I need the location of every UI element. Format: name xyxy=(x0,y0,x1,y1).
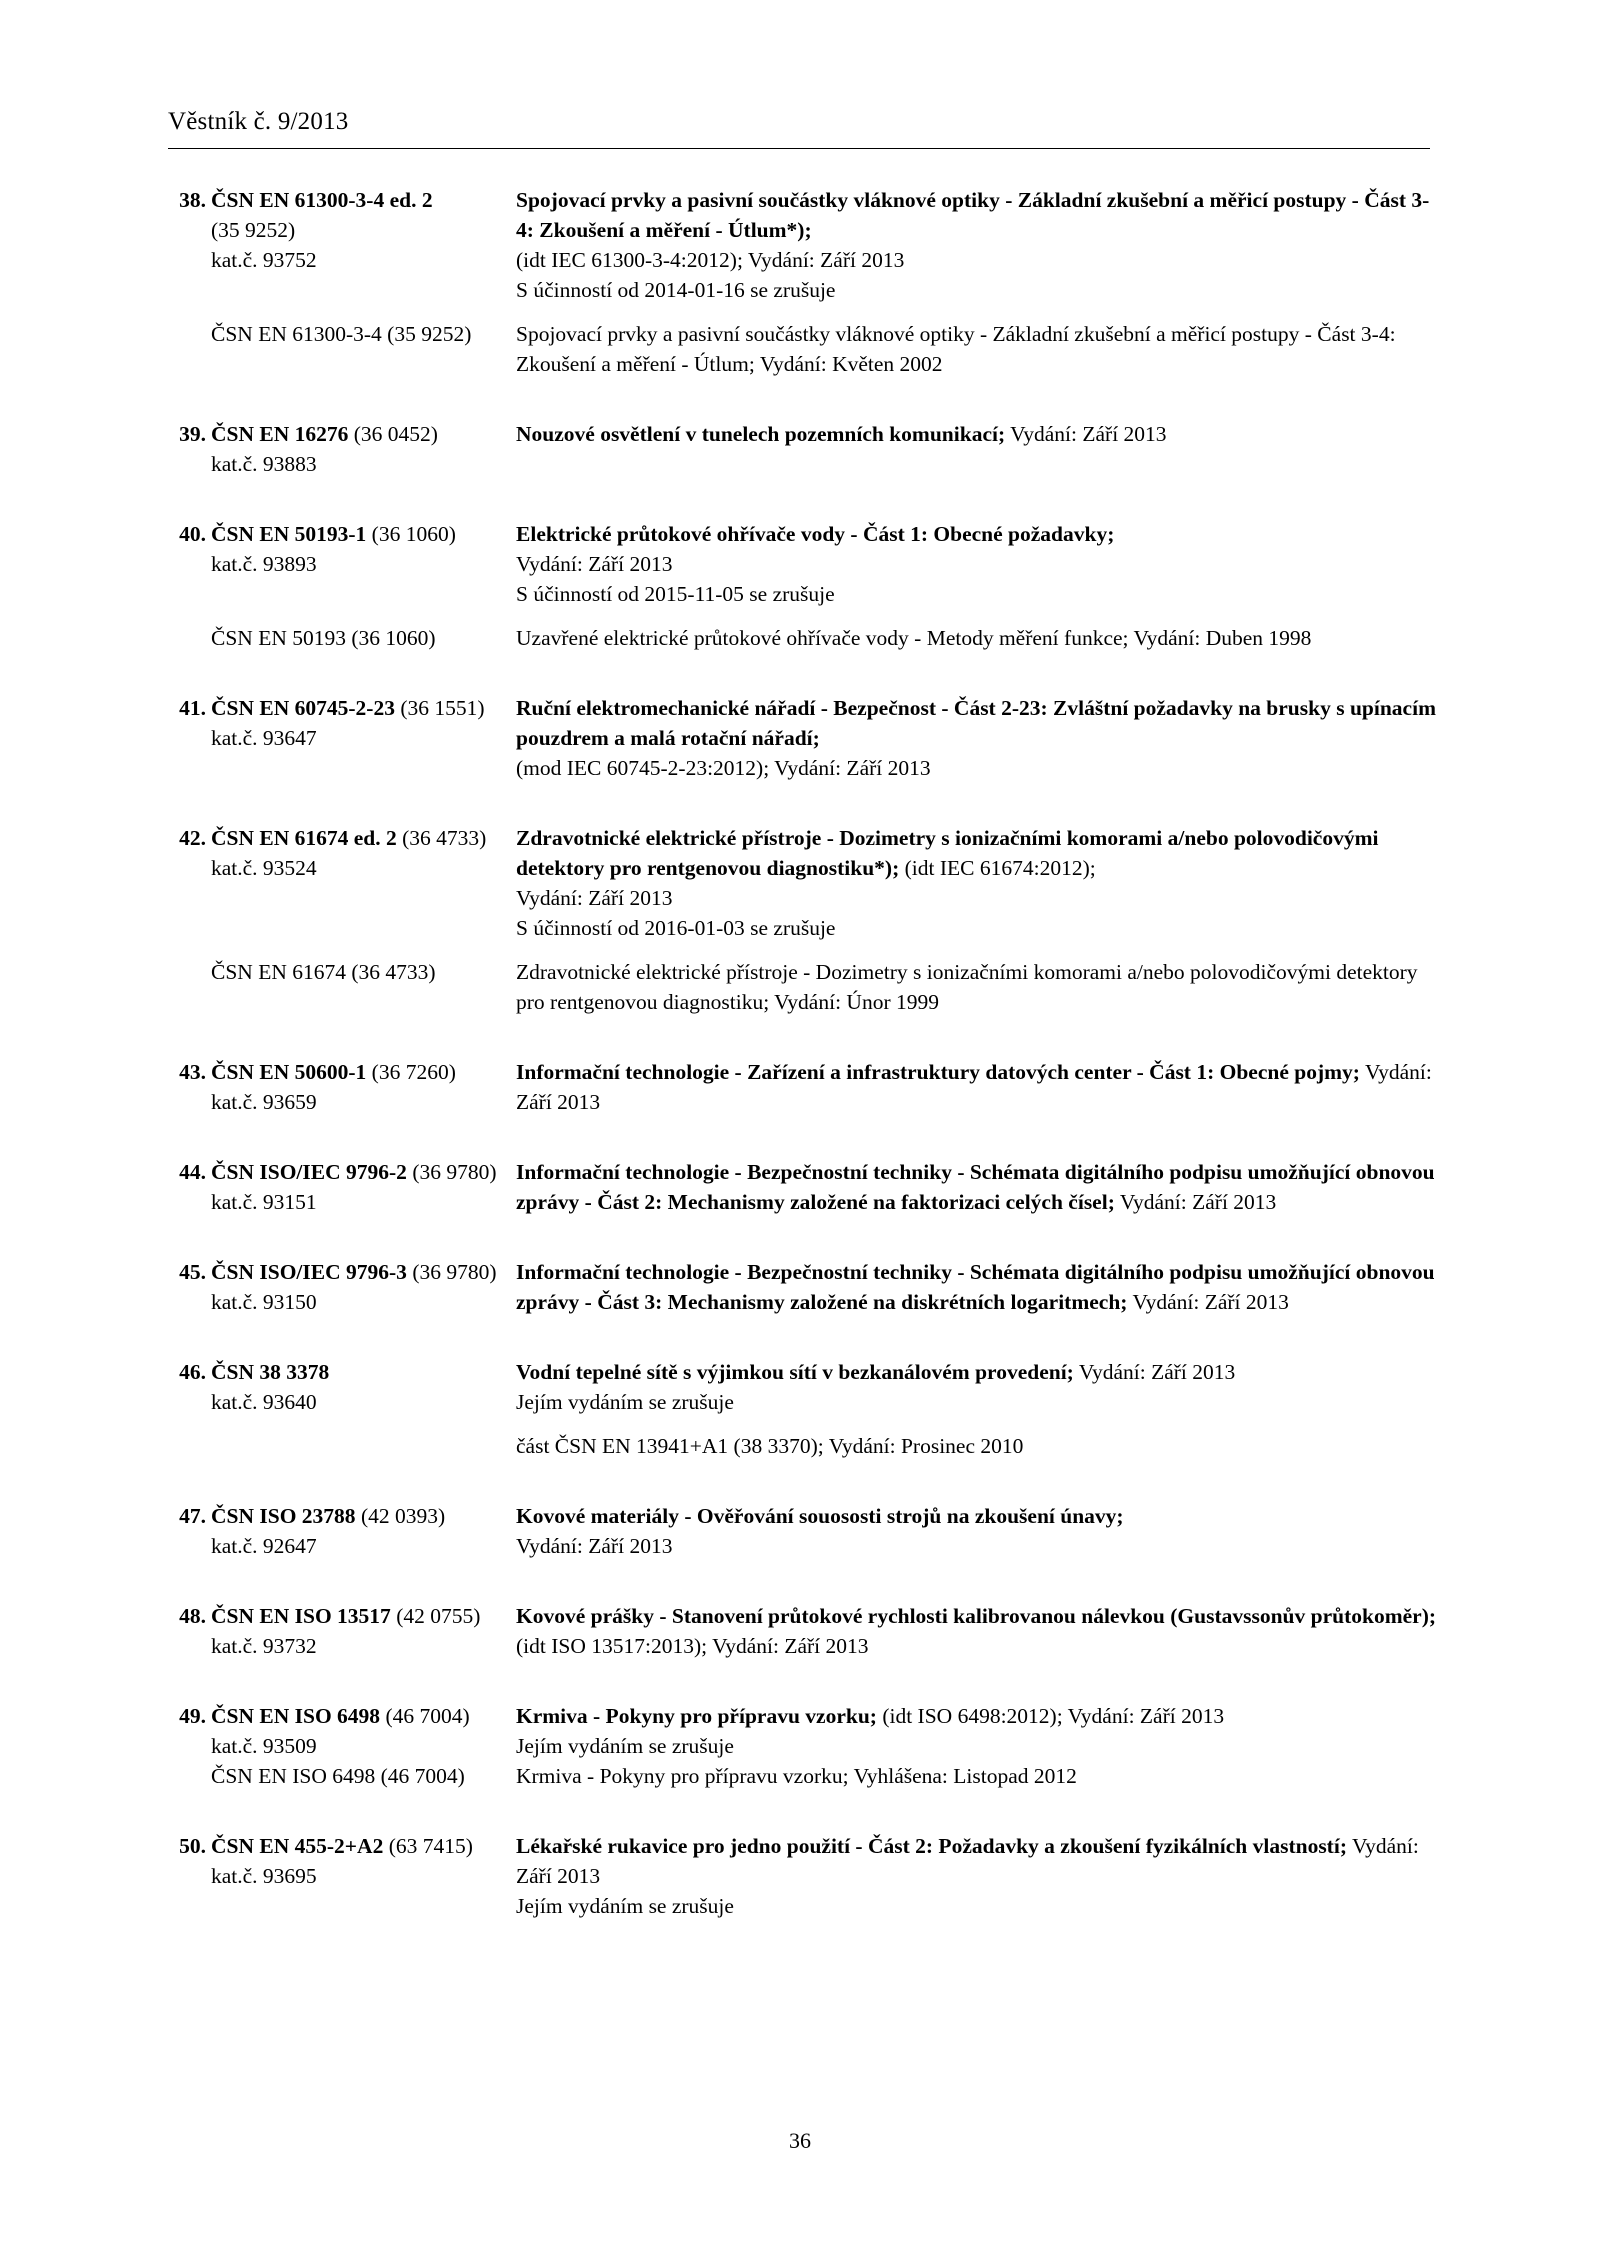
entry-title-tail: (idt IEC 61674:2012); xyxy=(899,856,1096,880)
spacer xyxy=(168,1661,1438,1701)
entry-number: 46. xyxy=(179,1360,206,1384)
spacer xyxy=(168,1117,1438,1157)
entry-number: 41. xyxy=(179,696,206,720)
entry-text-column xyxy=(516,1157,1438,1217)
entry-detail-line: Jejím vydáním se zrušuje xyxy=(516,1894,734,1918)
entry-text-column xyxy=(516,1701,1438,1761)
entry-title-tail: (idt ISO 6498:2012); Vydání: Září 2013 xyxy=(876,1704,1225,1728)
entry-class-code: (36 9780) xyxy=(412,1160,497,1184)
entry-designation: ČSN EN 50600-1 xyxy=(211,1060,367,1084)
entry-catalog-number: kat.č. 93524 xyxy=(211,856,317,880)
bulletin-title: Věstník č. 9/2013 xyxy=(168,108,349,135)
sub-text: Zdravotnické elektrické přístroje - Dozimetry s ionizačními komorami a/nebo polovodičovými detektory pro rentgenovou diagnostiku; Vydání: Únor 1999 xyxy=(516,960,1418,1014)
entry-text-column xyxy=(516,185,1438,305)
sub-text: Uzavřené elektrické průtokové ohřívače vody - Metody měření funkce; Vydání: Duben 1998 xyxy=(516,626,1312,650)
entry-text-column xyxy=(516,1357,1438,1417)
entry-title: Ruční elektromechanické nářadí - Bezpečnost - Část 2-23: Zvláštní požadavky na brusky s upínacím pouzdrem a malá rotační nářadí; xyxy=(516,696,1436,750)
entry-designation-line xyxy=(168,1257,510,1287)
entry-designation-line xyxy=(168,1501,510,1531)
entry-detail-line: S účinností od 2015-11-05 se zrušuje xyxy=(516,582,835,606)
entry-detail-line: (mod IEC 60745-2-23:2012); Vydání: Září 2013 xyxy=(516,756,931,780)
entry-designation-line xyxy=(168,823,510,853)
entry-class-code: (36 7260) xyxy=(371,1060,456,1084)
spacer xyxy=(168,1561,1438,1601)
entry-class-code: (36 1060) xyxy=(371,522,456,546)
entry-designation: ČSN ISO 23788 xyxy=(211,1504,356,1528)
entry-designation: ČSN EN ISO 13517 xyxy=(211,1604,391,1628)
entry-designation-column xyxy=(168,1257,516,1317)
entry-title-tail: Vydání: Září 2013 xyxy=(1127,1290,1289,1314)
entry-text-column xyxy=(516,1831,1438,1921)
entry-catalog-number: kat.č. 93509 xyxy=(211,1734,317,1758)
entry-class-code: (46 7004) xyxy=(385,1704,470,1728)
entry-detail-line: S účinností od 2014-01-16 se zrušuje xyxy=(516,278,836,302)
list-item xyxy=(168,519,1438,609)
entry-designation-line xyxy=(168,1057,510,1087)
entry-title: Krmiva - Pokyny pro přípravu vzorku; xyxy=(516,1704,877,1728)
entry-catalog-number: kat.č. 93893 xyxy=(211,552,317,576)
entry-detail-line: Vydání: Září 2013 xyxy=(516,886,673,910)
entry-number: 39. xyxy=(179,422,206,446)
sub-designation: ČSN EN 61300-3-4 (35 9252) xyxy=(211,322,472,346)
sub-designation: ČSN EN ISO 6498 (46 7004) xyxy=(211,1764,465,1788)
entry-title: Kovové materiály - Ověřování souososti strojů na zkoušení únavy; xyxy=(516,1504,1124,1528)
entry-designation: ČSN EN 16276 xyxy=(211,422,349,446)
entry-detail-line: Jejím vydáním se zrušuje xyxy=(516,1734,734,1758)
spacer xyxy=(168,609,1438,623)
entry-title-tail: Vydání: Září 2013 xyxy=(1073,1360,1236,1384)
entry-catalog-number: kat.č. 93883 xyxy=(211,452,317,476)
entry-designation: ČSN EN 61300-3-4 ed. 2 xyxy=(211,188,433,212)
entry-catalog-number: kat.č. 93752 xyxy=(211,248,317,272)
entry-class-code: (36 4733) xyxy=(402,826,487,850)
list-item xyxy=(168,419,1438,479)
entry-designation-line xyxy=(168,1601,510,1631)
spacer xyxy=(168,1017,1438,1057)
list-item xyxy=(168,1831,1438,1921)
entry-designation: ČSN EN 60745-2-23 xyxy=(211,696,395,720)
entry-title-tail: Vydání: Září 2013 xyxy=(1005,422,1167,446)
list-item-sub xyxy=(168,1761,1438,1791)
entry-number: 42. xyxy=(179,826,206,850)
entry-detail-line: Vydání: Září 2013 xyxy=(516,552,673,576)
list-item-sub xyxy=(168,1431,1438,1461)
list-item-sub xyxy=(168,623,1438,653)
sub-text: Spojovací prvky a pasivní součástky vláknové optiky - Základní zkušební a měřicí postupy - Část 3-4: Zkoušení a měření - Útlum; Vydání: Květen 2002 xyxy=(516,322,1396,376)
entry-detail-line: S účinností od 2016-01-03 se zrušuje xyxy=(516,916,836,940)
standards-list xyxy=(168,185,1438,1921)
entry-class-code: (42 0393) xyxy=(360,1504,446,1528)
entry-designation-column xyxy=(168,693,516,783)
entry-title: Vodní tepelné sítě s výjimkou sítí v bezkanálovém provedení; xyxy=(516,1360,1074,1384)
entry-catalog-number: kat.č. 93659 xyxy=(211,1090,317,1114)
entry-catalog-number: kat.č. 93151 xyxy=(211,1190,317,1214)
entry-class-code: (42 0755) xyxy=(396,1604,481,1628)
entry-number: 50. xyxy=(179,1834,206,1858)
entry-class-code: (63 7415) xyxy=(388,1834,473,1858)
entry-catalog-number: kat.č. 92647 xyxy=(211,1534,317,1558)
entry-text-column xyxy=(516,1501,1438,1561)
entry-title: Informační technologie - Zařízení a infrastruktury datových center - Část 1: Obecné pojmy; xyxy=(516,1060,1360,1084)
entry-title: Informační technologie - Bezpečnostní techniky - Schémata digitálního podpisu umožňující obnovou zprávy - Část 3: Mechanismy založené na diskrétních logaritmech; xyxy=(516,1260,1435,1314)
spacer xyxy=(168,653,1438,693)
list-item xyxy=(168,1701,1438,1761)
entry-designation: ČSN EN 61674 ed. 2 xyxy=(211,826,397,850)
spacer xyxy=(168,305,1438,319)
entry-class-code: (36 0452) xyxy=(353,422,438,446)
entry-designation-column xyxy=(168,1601,516,1661)
spacer xyxy=(168,1791,1438,1831)
entry-designation-column xyxy=(168,1701,516,1761)
sub-designation-column xyxy=(168,623,516,653)
entry-number: 48. xyxy=(179,1604,206,1628)
spacer xyxy=(168,1217,1438,1257)
entry-designation-column xyxy=(168,823,516,943)
sub-designation-column xyxy=(168,319,516,379)
list-item xyxy=(168,1057,1438,1117)
spacer xyxy=(168,379,1438,419)
entry-designation-line xyxy=(168,185,510,215)
entry-title: Lékařské rukavice pro jedno použití - Část 2: Požadavky a zkoušení fyzikálních vlastností; xyxy=(516,1834,1347,1858)
entry-number: 47. xyxy=(179,1504,206,1528)
entry-number: 40. xyxy=(179,522,206,546)
entry-title-tail: Vydání: Září 2013 xyxy=(1114,1190,1277,1214)
list-item xyxy=(168,1157,1438,1217)
entry-designation-column xyxy=(168,1501,516,1561)
entry-number: 44. xyxy=(179,1160,206,1184)
entry-designation-line xyxy=(168,1357,510,1387)
entry-designation-column xyxy=(168,1157,516,1217)
sub-designation-column xyxy=(168,1431,516,1461)
entry-detail-line: (idt IEC 61300-3-4:2012); Vydání: Září 2013 xyxy=(516,248,905,272)
entry-text-column xyxy=(516,1257,1438,1317)
entry-title-tail: Vydání: Září 2013 xyxy=(516,1060,1432,1114)
entry-designation: ČSN EN ISO 6498 xyxy=(211,1704,381,1728)
entry-designation: ČSN 38 3378 xyxy=(211,1360,330,1384)
entry-title: Zdravotnické elektrické přístroje - Dozimetry s ionizačními komorami a/nebo polovodičovými detektory pro rentgenovou diagnostiku*); xyxy=(516,826,1379,880)
header-divider xyxy=(168,148,1430,149)
entry-catalog-number: kat.č. 93640 xyxy=(211,1390,317,1414)
entry-catalog-number: kat.č. 93150 xyxy=(211,1290,317,1314)
entry-designation-line xyxy=(168,1157,510,1187)
page-number: 36 xyxy=(789,2128,811,2153)
entry-catalog-number: kat.č. 93732 xyxy=(211,1634,317,1658)
sub-designation-column xyxy=(168,1761,516,1791)
entry-text-column xyxy=(516,823,1438,943)
sub-designation: ČSN EN 61674 (36 4733) xyxy=(211,960,436,984)
entry-title: Spojovací prvky a pasivní součástky vláknové optiky - Základní zkušební a měřicí postupy - Část 3-4: Zkoušení a měření - Útlum*); xyxy=(516,188,1430,242)
entry-designation-column xyxy=(168,519,516,609)
entry-designation-column xyxy=(168,185,516,305)
entry-class-code: (36 9780) xyxy=(412,1260,497,1284)
sub-designation: ČSN EN 50193 (36 1060) xyxy=(211,626,436,650)
entry-number: 43. xyxy=(179,1060,206,1084)
entry-designation-line xyxy=(168,519,510,549)
entry-designation-line xyxy=(168,1701,510,1731)
entry-designation-line xyxy=(168,419,510,449)
entry-title-tail: Vydání: Září 2013 xyxy=(516,1834,1419,1888)
list-item xyxy=(168,1257,1438,1317)
spacer xyxy=(168,479,1438,519)
spacer xyxy=(168,1417,1438,1431)
list-item xyxy=(168,185,1438,305)
list-item-sub xyxy=(168,957,1438,1017)
entry-title: Kovové prášky - Stanovení průtokové rychlosti kalibrovanou nálevkou (Gustavssonův průtokoměr); xyxy=(516,1604,1437,1628)
entry-text-column xyxy=(516,693,1438,783)
entry-title: Nouzové osvětlení v tunelech pozemních komunikací; xyxy=(516,422,1006,446)
spacer xyxy=(168,1317,1438,1357)
entry-text-column xyxy=(516,519,1438,609)
entry-designation: ČSN EN 50193-1 xyxy=(211,522,367,546)
entry-text-column xyxy=(516,1057,1438,1117)
entry-class-code: (35 9252) xyxy=(211,218,296,242)
list-item xyxy=(168,1357,1438,1417)
list-item-sub xyxy=(168,319,1438,379)
entry-designation-column xyxy=(168,1831,516,1921)
entry-title: Informační technologie - Bezpečnostní techniky - Schémata digitálního podpisu umožňující obnovou zprávy - Část 2: Mechanismy založené na faktorizaci celých čísel; xyxy=(516,1160,1435,1214)
entry-detail-line: Vydání: Září 2013 xyxy=(516,1534,673,1558)
spacer xyxy=(168,1461,1438,1501)
entry-designation-line xyxy=(168,693,510,723)
entry-designation-column xyxy=(168,419,516,479)
list-item xyxy=(168,693,1438,783)
entry-designation: ČSN ISO/IEC 9796-3 xyxy=(211,1260,407,1284)
list-item xyxy=(168,1601,1438,1661)
entry-class-code: (36 1551) xyxy=(400,696,485,720)
entry-designation-column xyxy=(168,1357,516,1417)
sub-designation-column xyxy=(168,957,516,1017)
entry-number: 49. xyxy=(179,1704,206,1728)
entry-catalog-number: kat.č. 93695 xyxy=(211,1864,317,1888)
entry-designation: ČSN ISO/IEC 9796-2 xyxy=(211,1160,407,1184)
entry-catalog-number: kat.č. 93647 xyxy=(211,726,317,750)
spacer xyxy=(168,943,1438,957)
sub-text: Krmiva - Pokyny pro přípravu vzorku; Vyhlášena: Listopad 2012 xyxy=(516,1764,1077,1788)
entry-detail-line: Jejím vydáním se zrušuje xyxy=(516,1390,734,1414)
page-header xyxy=(168,108,1428,136)
spacer xyxy=(168,783,1438,823)
entry-designation-column xyxy=(168,1057,516,1117)
entry-title: Elektrické průtokové ohřívače vody - Část 1: Obecné požadavky; xyxy=(516,522,1115,546)
entry-text-column xyxy=(516,1601,1438,1661)
entry-number: 38. xyxy=(179,188,206,212)
entry-designation: ČSN EN 455-2+A2 xyxy=(211,1834,384,1858)
entry-designation-line xyxy=(168,1831,510,1861)
list-item xyxy=(168,823,1438,943)
entry-title-tail: (idt ISO 13517:2013); Vydání: Září 2013 xyxy=(516,1634,869,1658)
entry-number: 45. xyxy=(179,1260,206,1284)
list-item xyxy=(168,1501,1438,1561)
sub-text: část ČSN EN 13941+A1 (38 3370); Vydání: Prosinec 2010 xyxy=(516,1434,1024,1458)
entry-text-column xyxy=(516,419,1438,479)
